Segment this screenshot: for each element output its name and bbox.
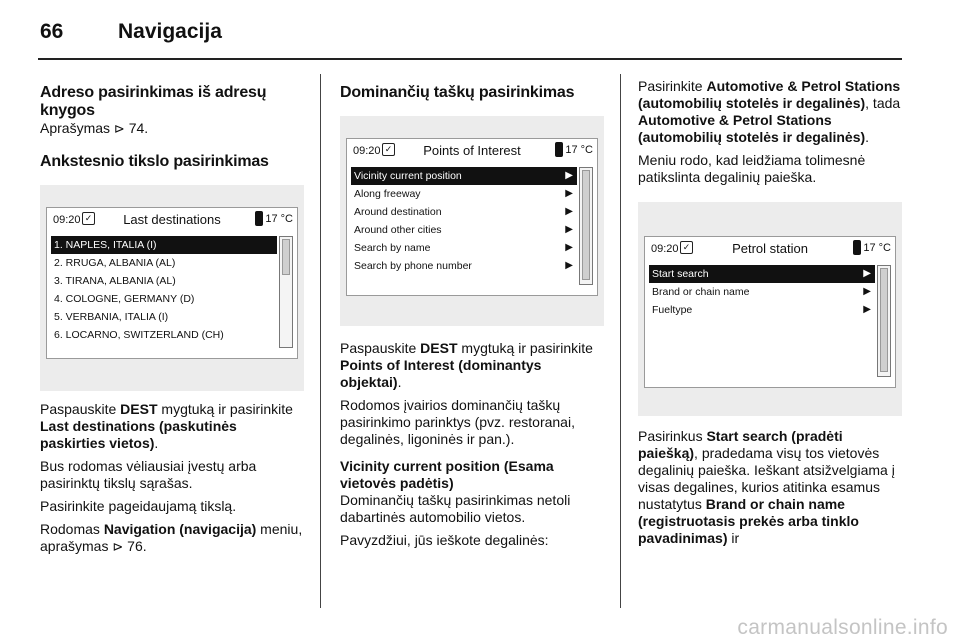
chevron-right-icon: ▶ — [565, 188, 573, 199]
status-bar: 09:20 ✓ Points of Interest 17 °C — [347, 139, 597, 163]
destination-list — [51, 236, 277, 344]
list-item[interactable]: 3. TIRANA, ALBANIA (AL) — [54, 275, 176, 287]
column-divider — [320, 74, 321, 608]
watermark: carmanualsonline.info — [737, 616, 948, 639]
paragraph-poi-options: Rodomos įvairios dominančių taškų pasirinkimo parinktys (pvz. restoranai, degalinės, ligoninės ir pan.). — [340, 397, 575, 447]
chevron-right-icon: ▶ — [565, 206, 573, 217]
paragraph-see-reference: Aprašymas ⊳ 74. — [40, 120, 149, 136]
paragraph-select-destination: Pasirinkite pageidaujamą tikslą. — [40, 498, 237, 514]
column-3 — [638, 66, 904, 547]
list-item[interactable]: Around other cities ▶ — [351, 221, 577, 239]
list-item[interactable]: Search by phone number ▶ — [351, 257, 577, 275]
column-2 — [340, 66, 606, 549]
column-divider — [620, 74, 621, 608]
thermometer-icon — [555, 142, 563, 157]
section-heading-previous-destination: Ankstesnio tikslo pasirinkimas — [40, 153, 269, 170]
column-1 — [40, 66, 306, 555]
list-item[interactable]: 5. VERBANIA, ITALIA (I) — [54, 311, 169, 323]
status-bar: 09:20 ✓ Petrol station 17 °C — [645, 237, 895, 261]
chevron-right-icon: ▶ — [863, 286, 871, 297]
scrollbar-thumb[interactable] — [880, 268, 888, 372]
chevron-right-icon: ▶ — [565, 224, 573, 235]
paragraph-press-dest: Paspauskite DEST mygtuką ir pasirinkite Points of Interest (dominantys objektai). — [340, 340, 593, 390]
display-screen — [46, 207, 298, 359]
poi-option-list — [351, 167, 577, 275]
thermometer-icon — [255, 211, 263, 226]
clock-icon: ✓ — [382, 143, 395, 156]
chevron-right-icon: ▶ — [565, 260, 573, 271]
screenshot-points-of-interest — [340, 116, 604, 326]
clock-icon: ✓ — [680, 241, 693, 254]
page-title: Navigacija — [118, 20, 222, 43]
list-item[interactable]: Fueltype ▶ — [649, 301, 875, 319]
scrollbar[interactable] — [877, 265, 891, 377]
list-item[interactable]: Along freeway ▶ — [351, 185, 577, 203]
paragraph-menu-refine: Meniu rodo, kad leidžiama tolimesnė patikslinta degalinių paieška. — [638, 152, 866, 185]
list-item[interactable]: 2. RRUGA, ALBANIA (AL) — [54, 257, 176, 269]
subheading-vicinity: Vicinity current position (Esama vietovės padėtis) — [340, 458, 554, 491]
scrollbar[interactable] — [279, 236, 293, 348]
list-item[interactable]: Search by name ▶ — [351, 239, 577, 257]
screen-title: Points of Interest — [423, 143, 521, 158]
list-item[interactable]: 4. COLOGNE, GERMANY (D) — [54, 293, 195, 305]
page-number: 66 — [40, 20, 64, 43]
display-screen — [346, 138, 598, 296]
scrollbar-thumb[interactable] — [582, 170, 590, 280]
list-item[interactable]: 6. LOCARNO, SWITZERLAND (CH) — [54, 329, 224, 341]
chevron-right-icon: ▶ — [565, 242, 573, 253]
chevron-right-icon: ▶ — [863, 268, 871, 279]
reference-arrow-icon: ⊳ — [112, 539, 124, 554]
reference-arrow-icon: ⊳ — [113, 121, 125, 136]
scrollbar[interactable] — [579, 167, 593, 285]
paragraph-example: Pavyzdžiui, jūs ieškote degalinės: — [340, 532, 549, 548]
paragraph-vicinity: Dominančių taškų pasirinkimas netoli dabartinės automobilio vietos. — [340, 492, 571, 525]
screen-title: Last destinations — [123, 212, 221, 227]
paragraph-list-shown: Bus rodomas vėliausiai įvestų arba pasirinktų tikslų sąrašas. — [40, 458, 257, 491]
thermometer-icon — [853, 240, 861, 255]
chevron-right-icon: ▶ — [863, 304, 871, 315]
paragraph-press-dest: Paspauskite DEST mygtuką ir pasirinkite Last destinations (paskutinės paskirties vietos). — [40, 401, 293, 451]
clock-icon: ✓ — [82, 212, 95, 225]
status-bar: 09:20 ✓ Last destinations 17 °C — [47, 208, 297, 232]
screenshot-last-destinations — [40, 185, 304, 391]
section-heading-address-book: Adreso pasirinkimas iš adresų knygos — [40, 84, 267, 119]
list-item[interactable]: Start search ▶ — [649, 265, 875, 283]
scrollbar-thumb[interactable] — [282, 239, 290, 275]
list-item[interactable]: 1. NAPLES, ITALIA (I) — [51, 236, 277, 254]
paragraph-navigation-menu: Rodomas Navigation (navigacija) meniu, aprašymas ⊳ 76. — [40, 521, 303, 554]
list-item[interactable]: Vicinity current position ▶ — [351, 167, 577, 185]
petrol-option-list — [649, 265, 875, 319]
screenshot-petrol-station — [638, 202, 902, 416]
chevron-right-icon: ▶ — [565, 170, 573, 181]
list-item[interactable]: Around destination ▶ — [351, 203, 577, 221]
display-screen — [644, 236, 896, 388]
paragraph-start-search: Pasirinkus Start search (pradėti paiešką), pradedama visų tos vietovės degalinių paieška. Ieškant atsižvelgiama į visas degalines, kurios atitinka esamus nustatytus Brand or chain name (registruotasis prekės arba tinklo pavadinimas) ir — [638, 428, 895, 546]
paragraph-select-automotive: Pasirinkite Automotive & Petrol Stations (automobilių stotelės ir degalinės), tada Automotive & Petrol Stations (automobilių stotelės ir degalinės). — [638, 78, 901, 145]
header-rule — [38, 58, 902, 60]
list-item[interactable]: Brand or chain name ▶ — [649, 283, 875, 301]
section-heading-poi: Dominančių taškų pasirinkimas — [340, 84, 575, 101]
screen-title: Petrol station — [732, 241, 808, 256]
